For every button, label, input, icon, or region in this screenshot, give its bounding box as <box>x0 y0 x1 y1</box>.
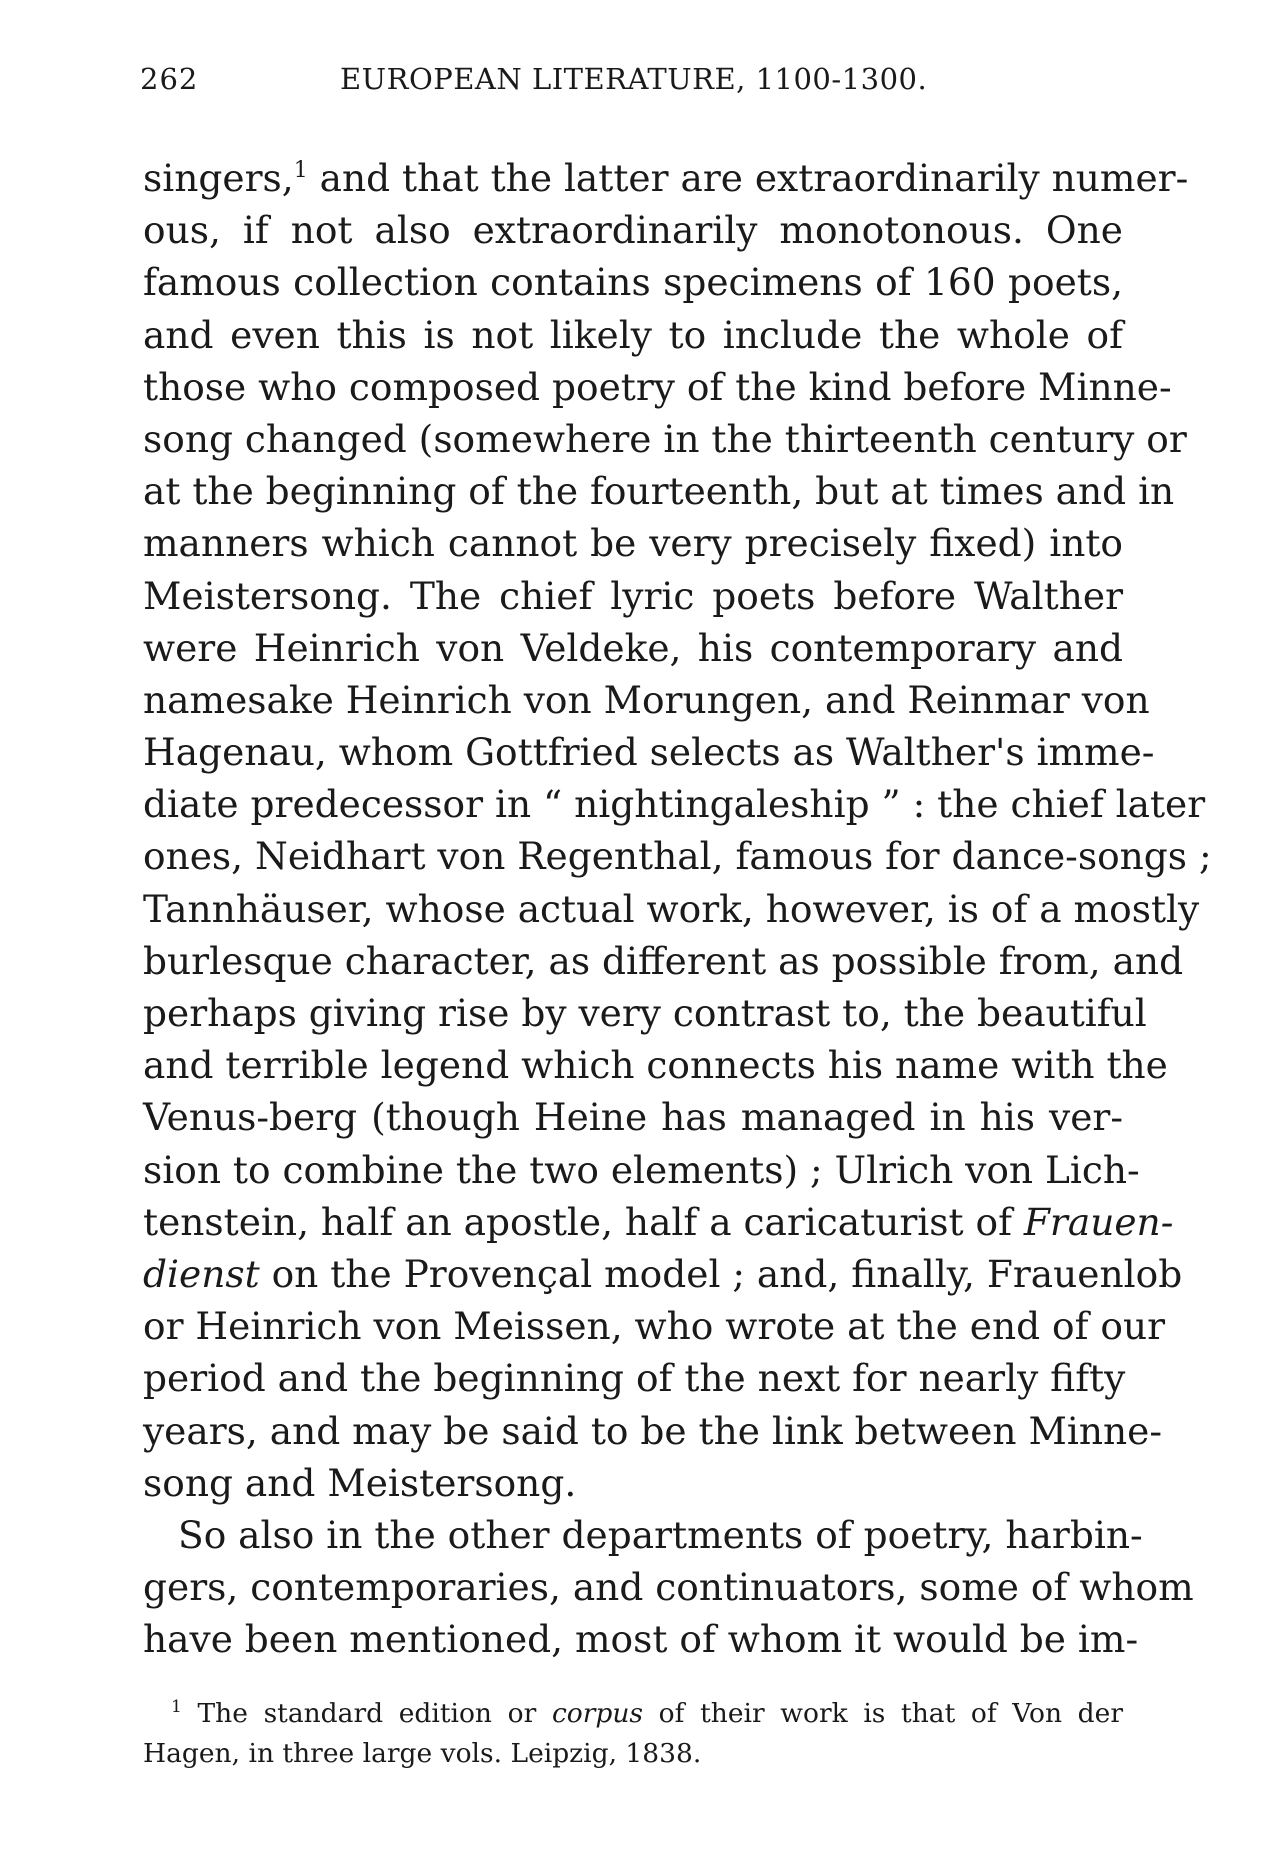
italic-term: corpus <box>551 1698 644 1729</box>
text-line: those who composed poetry of the kind before Minne- <box>143 364 1172 409</box>
footnote-line: Hagen, in three large vols. Leipzig, 1838. <box>143 1738 702 1769</box>
text-line: ous, if not also extraordinarily monotonous. One <box>143 208 1123 253</box>
text-line: So also in the other departments of poetry, harbin- <box>178 1512 1143 1557</box>
page-header <box>140 62 1140 102</box>
text-line: famous collection contains specimens of 160 poets, <box>143 260 1123 305</box>
text-line: perhaps giving rise by very contrast to, the beautiful <box>143 991 1147 1035</box>
text-fragment: on the Provençal model ; and, finally, Frauenlob <box>259 1251 1183 1296</box>
text-line: diate predecessor in “ nightingaleship ” : the chief later <box>143 782 1206 827</box>
footnote-marker: 1 <box>171 1697 182 1717</box>
text-fragment: The standard edition or <box>181 1698 552 1729</box>
text-line: manners which cannot be very precisely fixed) into <box>143 521 1123 566</box>
italic-term: Frauen- <box>1023 1199 1174 1244</box>
running-title: EUROPEAN LITERATURE, 1100-1300. <box>340 62 928 96</box>
text-line: sion to combine the two elements) ; Ulrich von Lich- <box>143 1147 1140 1192</box>
text-line: at the beginning of the fourteenth, but at times and in <box>143 469 1175 514</box>
text-line: years, and may be said to be the link between Minne- <box>143 1408 1163 1453</box>
text-line: have been mentioned, most of whom it would be im- <box>143 1617 1139 1662</box>
text-line: Hagenau, whom Gottfried selects as Walther's imme- <box>143 730 1155 775</box>
text-line: ones, Neidhart von Regenthal, famous for dance-songs ; <box>143 834 1212 879</box>
italic-term: dienst <box>143 1251 260 1296</box>
text-line: Venus-berg (though Heine has managed in his ver- <box>143 1095 1123 1140</box>
text-line <box>143 152 1189 204</box>
text-line: were Heinrich von Veldeke, his contemporary and <box>143 625 1123 670</box>
text-line: burlesque character, as different as possible from, and <box>143 938 1184 983</box>
text-line: period and the beginning of the next for nearly fifty <box>143 1356 1126 1401</box>
text-fragment: and that the latter are extraordinarily numer- <box>307 156 1189 200</box>
text-fragment: of their work is that of Von der <box>643 1698 1123 1729</box>
text-line: and terrible legend which connects his name with the <box>143 1043 1168 1088</box>
footnote-line <box>143 1694 1123 1734</box>
text-fragment: singers, <box>143 156 294 200</box>
text-line: Meistersong. The chief lyric poets before Walther <box>143 573 1123 618</box>
text-line: Tannhäuser, whose actual work, however, is of a mostly <box>143 886 1200 931</box>
text-line: song and Meistersong. <box>143 1460 577 1505</box>
text-line: or Heinrich von Meissen, who wrote at the end of our <box>143 1304 1166 1349</box>
text-line: namesake Heinrich von Morungen, and Reinmar von <box>143 677 1150 722</box>
text-fragment: tenstein, half an apostle, half a caricaturist of <box>143 1199 1024 1244</box>
footnote-reference: 1 <box>293 158 308 183</box>
body-text <box>143 152 1212 1665</box>
text-line <box>143 1196 1174 1248</box>
text-line <box>143 1248 1183 1300</box>
footnote <box>143 1694 1123 1774</box>
page-number: 262 <box>140 62 199 96</box>
text-line: and even this is not likely to include the whole of <box>143 312 1123 357</box>
text-line: gers, contemporaries, and continuators, some of whom <box>143 1565 1194 1610</box>
text-line: song changed (somewhere in the thirteenth century or <box>143 416 1187 461</box>
